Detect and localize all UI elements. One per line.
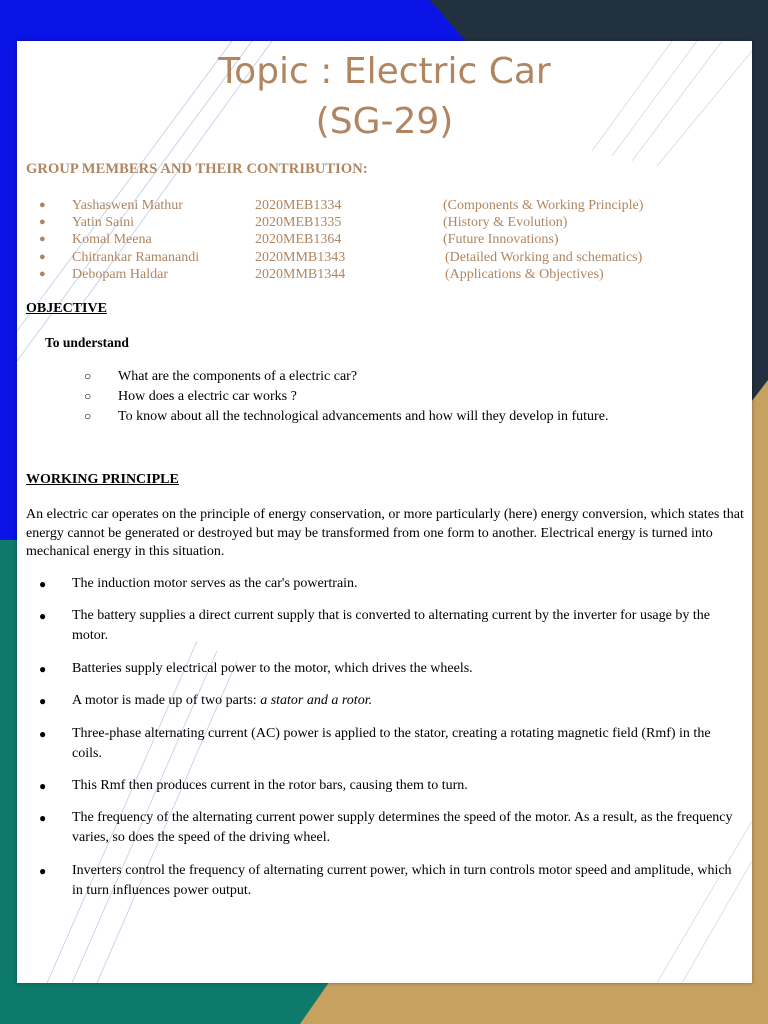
member-row — [17, 231, 752, 248]
document-page — [17, 41, 752, 983]
member-roll-number: 2020MMB1344 — [255, 267, 346, 282]
member-row — [17, 197, 752, 214]
members-heading: GROUP MEMBERS AND THEIR CONTRIBUTION: — [26, 161, 368, 177]
member-name: Debopam Haldar — [72, 267, 169, 282]
working-principle-text — [72, 691, 742, 711]
item-italic-text: a stator and a rotor. — [260, 693, 373, 708]
objective-text: What are the components of a electric car? — [118, 369, 358, 384]
bullet-icon: ● — [39, 694, 47, 708]
objective-subheading: To understand — [45, 335, 129, 350]
working-principle-text — [72, 606, 742, 646]
objective-text: To know about all the technological advancements and how will they develop in future. — [118, 409, 609, 424]
member-contribution: (Detailed Working and schematics) — [445, 250, 643, 265]
item-text: The battery supplies a direct current supply that is converted to alternating current by the inverter for usage by the motor. — [72, 608, 710, 643]
objective-text: How does a electric car works ? — [118, 389, 297, 404]
title-line-2: (SG-29) — [315, 101, 454, 142]
member-contribution: (History & Evolution) — [443, 215, 568, 230]
bullet-icon: ● — [39, 199, 46, 211]
item-text: The induction motor serves as the car's powertrain. — [72, 576, 358, 591]
item-text: Inverters control the frequency of alternating current power, which in turn controls motor speed and amplitude, which in turn influences power output. — [72, 863, 732, 898]
working-principle-heading: WORKING PRINCIPLE — [26, 472, 179, 487]
working-principle-paragraph: An electric car operates on the principle of energy conservation, or more particularly (here) energy conversion, which states that energy cannot be generated or destroyed but may be transformed from one form to another. Electrical energy is turned into mechanical energy in this situation. — [26, 507, 744, 559]
bullet-icon: ● — [39, 251, 46, 263]
bullet-icon: ● — [39, 577, 47, 591]
objective-heading: OBJECTIVE — [26, 301, 107, 316]
member-row — [17, 214, 752, 231]
circle-bullet-icon: ○ — [84, 409, 92, 423]
bullet-icon: ● — [39, 662, 47, 676]
working-principle-text — [72, 861, 742, 901]
working-principle-text — [72, 574, 742, 594]
member-roll-number: 2020MEB1334 — [255, 198, 342, 213]
member-name: Chitrankar Ramanandi — [72, 250, 200, 265]
title-line-1: Topic : Electric Car — [218, 51, 551, 92]
bullet-icon: ● — [39, 727, 47, 741]
item-text: Three-phase alternating current (AC) power is applied to the stator, creating a rotating magnetic field (Rmf) in the coils. — [72, 726, 711, 761]
bullet-icon: ● — [39, 216, 46, 228]
member-name: Komal Meena — [72, 232, 152, 247]
member-roll-number: 2020MMB1343 — [255, 250, 346, 265]
item-text: The frequency of the alternating current power supply determines the speed of the motor. As a result, as the frequency varies, so does the speed of the driving wheel. — [72, 810, 733, 845]
bullet-icon: ● — [39, 811, 47, 825]
member-row — [17, 266, 752, 283]
circle-bullet-icon: ○ — [84, 369, 92, 383]
bullet-icon: ● — [39, 864, 47, 878]
member-name: Yashasweni Mathur — [72, 198, 183, 213]
bullet-icon: ● — [39, 609, 47, 623]
bullet-icon: ● — [39, 779, 47, 793]
working-principle-text — [72, 808, 742, 848]
item-text: This Rmf then produces current in the rotor bars, causing them to turn. — [72, 778, 468, 793]
member-roll-number: 2020MEB1364 — [255, 232, 342, 247]
bullet-icon: ● — [39, 268, 46, 280]
working-principle-text — [72, 776, 742, 796]
member-contribution: (Applications & Objectives) — [445, 267, 604, 282]
member-contribution: (Future Innovations) — [443, 232, 559, 247]
working-principle-text — [72, 659, 742, 679]
item-text: Batteries supply electrical power to the motor, which drives the wheels. — [72, 661, 473, 676]
member-name: Yatin Saini — [72, 215, 134, 230]
working-principle-text — [72, 724, 742, 764]
member-contribution: (Components & Working Principle) — [443, 198, 644, 213]
bullet-icon: ● — [39, 233, 46, 245]
member-roll-number: 2020MEB1335 — [255, 215, 342, 230]
member-row — [17, 249, 752, 266]
circle-bullet-icon: ○ — [84, 389, 92, 403]
item-text: A motor is made up of two parts: — [72, 693, 261, 708]
